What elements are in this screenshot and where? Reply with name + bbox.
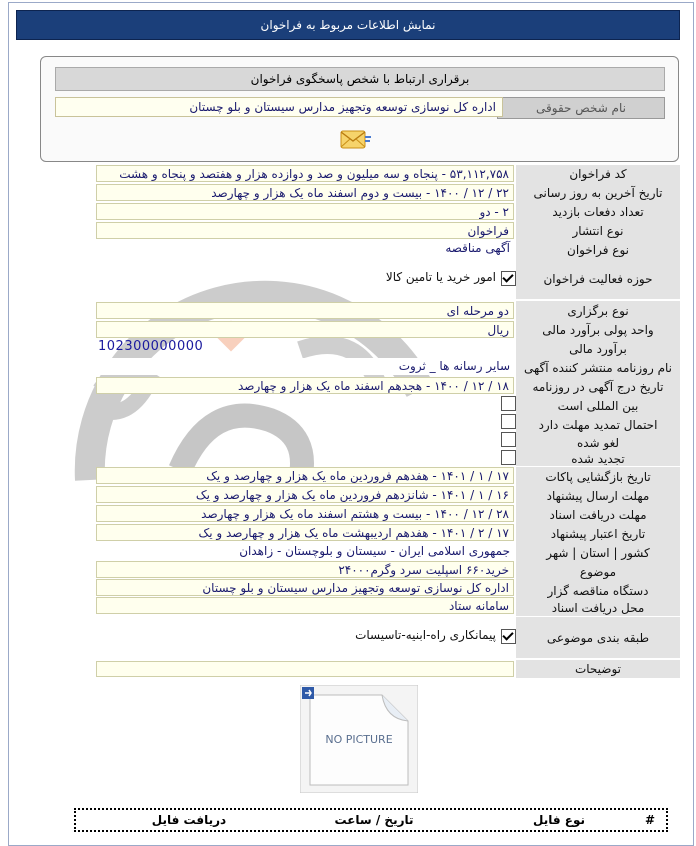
value-estimate: 102300000000 — [98, 339, 204, 354]
value-organizer: اداره کل نوسازی توسعه وتجهیز مدارس سیستان و بلو چستان — [96, 579, 514, 596]
value-doc-deadline: ۲۸ / ۱۲ / ۱۴۰۰ - بیست و هشتم اسفند ماه یک هزار و چهارصد — [96, 505, 514, 522]
value-call-type: آگهی مناقصه — [96, 240, 514, 257]
value-last-update: ۲۲ / ۱۲ / ۱۴۰۰ - بیست و دوم اسفند ماه یک هزار و چهارصد — [96, 184, 514, 201]
label-newspaper: نام روزنامه منتشر کننده آگهی — [516, 358, 680, 378]
activity-scope-option: امور خرید یا تامین کالا — [385, 270, 496, 284]
label-ad-date: تاریخ درج آگهی در روزنامه — [516, 377, 680, 397]
activity-scope-checkbox[interactable] — [501, 271, 516, 286]
value-send-deadline: ۱۶ / ۱ / ۱۴۰۱ - شانزدهم فروردین ماه یک هزار و چهارصد و یک — [96, 486, 514, 503]
contact-header: برقراری ارتباط با شخص پاسخگوی فراخوان — [55, 67, 665, 91]
label-category: طبقه بندی موضوعی — [516, 617, 680, 659]
files-table-header — [74, 808, 668, 832]
value-open-date: ۱۷ / ۱ / ۱۴۰۱ - هفدهم فروردین ماه یک هزار و چهارصد و یک — [96, 467, 514, 484]
label-send-deadline: مهلت ارسال پیشنهاد — [516, 486, 680, 506]
value-location: جمهوری اسلامی ایران - سیستان و بلوچستان - زاهدان — [96, 543, 514, 560]
label-organizer: دستگاه مناقصه گزار — [516, 581, 680, 601]
label-doc-deadline: مهلت دریافت اسناد — [516, 505, 680, 525]
value-doc-place: سامانه ستاد — [96, 597, 514, 614]
value-ad-date: ۱۸ / ۱۲ / ۱۴۰۰ - هجدهم اسفند ماه یک هزار و چهارصد — [96, 377, 514, 394]
col-download: دریافت فایل — [151, 813, 227, 827]
value-hold-type: دو مرحله ای — [96, 302, 514, 319]
category-checkbox[interactable] — [501, 629, 516, 644]
label-estimate: برآورد مالی — [516, 339, 680, 359]
label-open-date: تاریخ بازگشایی پاکات — [516, 467, 680, 487]
label-call-type: نوع فراخوان — [516, 240, 680, 260]
col-file-type: نوع فایل — [533, 813, 585, 827]
contact-value: اداره کل نوسازی توسعه وتجهیز مدارس سیستان و بلو چستان — [55, 97, 503, 117]
value-validity: ۱۷ / ۲ / ۱۴۰۱ - هفدهم اردیبهشت ماه یک هزار و چهارصد و یک — [96, 524, 514, 541]
label-subject: موضوع — [516, 562, 680, 582]
col-datetime: تاریخ / ساعت — [334, 813, 414, 827]
label-doc-place: محل دریافت اسناد — [516, 600, 680, 617]
value-visit-count: ۲ - دو — [96, 203, 514, 220]
label-hold-type: نوع برگزاری — [516, 301, 680, 321]
label-international: بین المللی است — [516, 396, 680, 416]
value-publish-type: فراخوان — [96, 222, 514, 239]
cancelled-checkbox[interactable] — [501, 432, 516, 447]
label-visit-count: تعداد دفعات بازدید — [516, 202, 680, 222]
col-index: # — [644, 813, 656, 827]
label-location: کشور | استان | شهر — [516, 543, 680, 563]
label-code: کد فراخوان — [516, 165, 680, 184]
value-description — [96, 661, 514, 677]
label-extension: احتمال تمدید مهلت دارد — [516, 415, 680, 435]
renewed-checkbox[interactable] — [501, 450, 516, 465]
value-currency: ریال — [96, 321, 514, 338]
label-renewed: تجدید شده — [516, 451, 680, 467]
page-title: نمایش اطلاعات مربوط به فراخوان — [16, 10, 680, 40]
value-newspaper: سایر رسانه ها _ ثروت — [96, 358, 514, 375]
value-code: ۵۳,۱۱۲,۷۵۸ - پنجاه و سه میلیون و صد و دوازده هزار و هفتصد و پنجاه و هشت — [96, 165, 514, 182]
label-activity-scope: حوزه فعالیت فراخوان — [516, 259, 680, 300]
no-picture-text: NO PICTURE — [325, 733, 393, 746]
label-validity: تاریخ اعتبار پیشنهاد — [516, 524, 680, 544]
extension-checkbox[interactable] — [501, 414, 516, 429]
label-publish-type: نوع انتشار — [516, 221, 680, 241]
label-currency: واحد پولی برآورد مالی — [516, 320, 680, 340]
international-checkbox[interactable] — [501, 396, 516, 411]
label-cancelled: لغو شده — [516, 434, 680, 452]
label-description: توضیحات — [516, 660, 680, 679]
contact-label: نام شخص حقوقی — [497, 97, 665, 119]
label-last-update: تاریخ آخرین به روز رسانی — [516, 183, 680, 203]
category-option: پیمانکاری راه-ابنیه-تاسیسات — [355, 628, 496, 642]
no-picture-image[interactable] — [300, 685, 418, 793]
value-subject: خرید۶۶۰ اسپلیت سرد وگرم۲۴۰۰۰ — [96, 561, 514, 578]
